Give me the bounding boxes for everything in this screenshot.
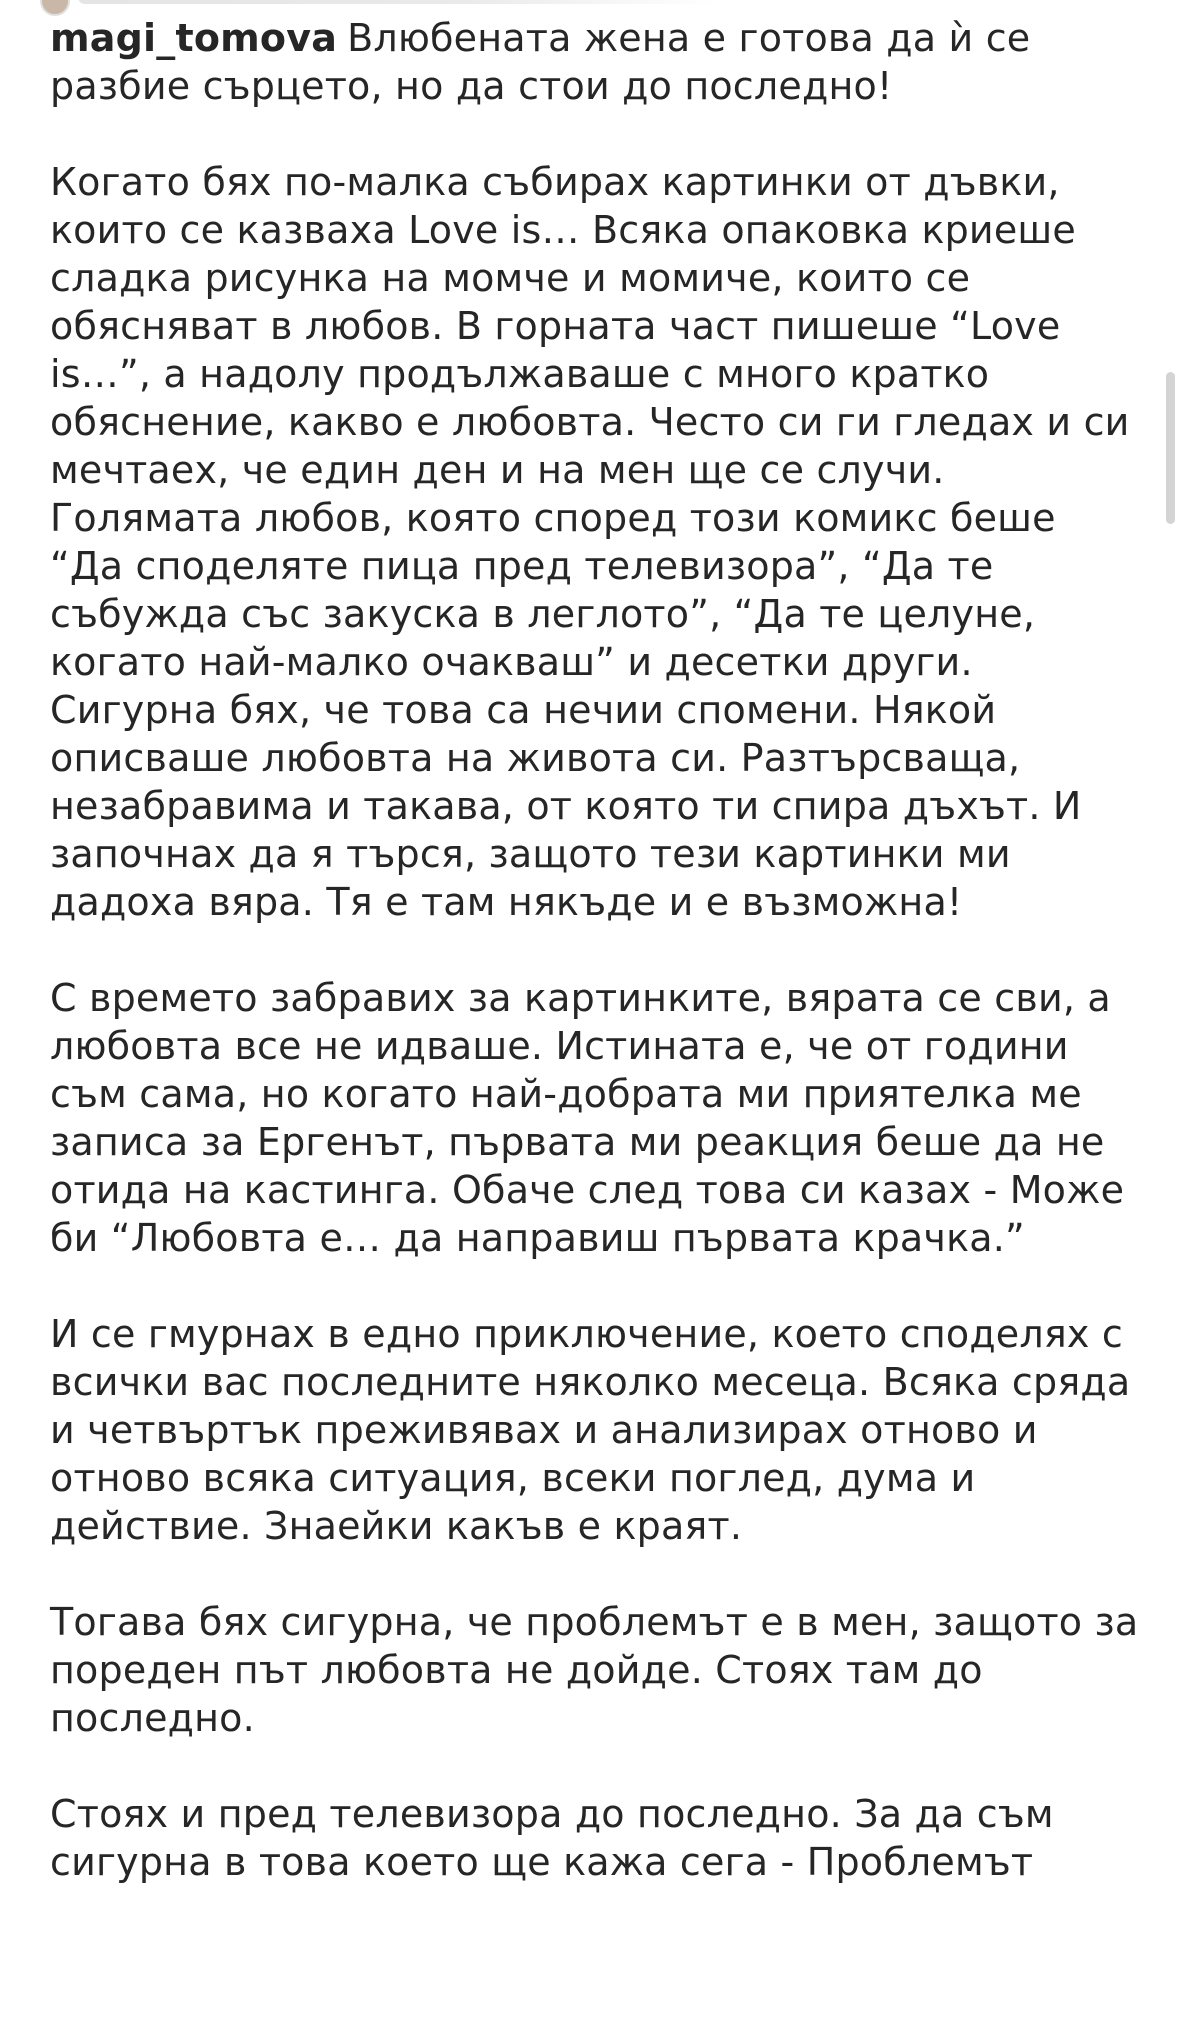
username-link[interactable]: magi_tomova bbox=[50, 16, 338, 60]
caption-paragraph: Тогава бях сигурна, че проблемът е в мен, защото за пореден път любовта не дойде. Стоях там до последно. bbox=[50, 1600, 1139, 1740]
caption-paragraph: Когато бях по-малка събирах картинки от дъвки, които се казваха Love is… Всяка опаковка криеше сладка рисунка на момче и момиче, които се обясняват в любов. В горната част пишеше “Love is…”, а надолу продължаваше с много кратко обяснение, какво е любовта. Често си ги гледах и си мечтаех, че един ден и на мен ще се случи. Голямата любов, която според този комикс беше “Да споделяте пица пред телевизора”, “Да те събужда със закуска в леглото”, “Да те целуне, когато най-малко очакваш” и десетки други. Сигурна бях, че това са нечии спомени. Някой описваше любовта на живота си. Разтърсваща, незабравима и такава, от която ти спира дъхът. И започнах да я търся, защото тези картинки ми дадоха вяра. Тя е там някъде и е възможна! bbox=[50, 160, 1130, 924]
caption-paragraph bbox=[50, 14, 1140, 110]
caption-paragraph: И се гмурнах в едно приключение, което споделях с всички вас последните няколко месеца. Всяка сряда и четвъртък преживявах и анализирах отново и отново всяка ситуация, всеки поглед, дума и действие. Знаейки какъв е краят. bbox=[50, 1312, 1131, 1548]
caption-paragraph: Стоях и пред телевизора до последно. За да съм сигурна в това което ще кажа сега - Проблемът bbox=[50, 1792, 1054, 1884]
caption-paragraph: С времето забравих за картинките, вярата се сви, а любовта все не идваше. Истината е, че от години съм сама, но когато най-добрата ми приятелка ме записа за Ергенът, първата ми реакция беше да не отида на кастинга. Обаче след това си казах - Може би “Любовта е… да направиш първата крачка.” bbox=[50, 976, 1125, 1260]
header-row-cropped bbox=[78, 0, 718, 4]
scrollbar[interactable] bbox=[1166, 372, 1175, 524]
caption-text: Влюбената жена е готова да ѝ се разбие сърцето, но да стои до последно! bbox=[50, 16, 1031, 108]
post-caption bbox=[50, 14, 1140, 1886]
